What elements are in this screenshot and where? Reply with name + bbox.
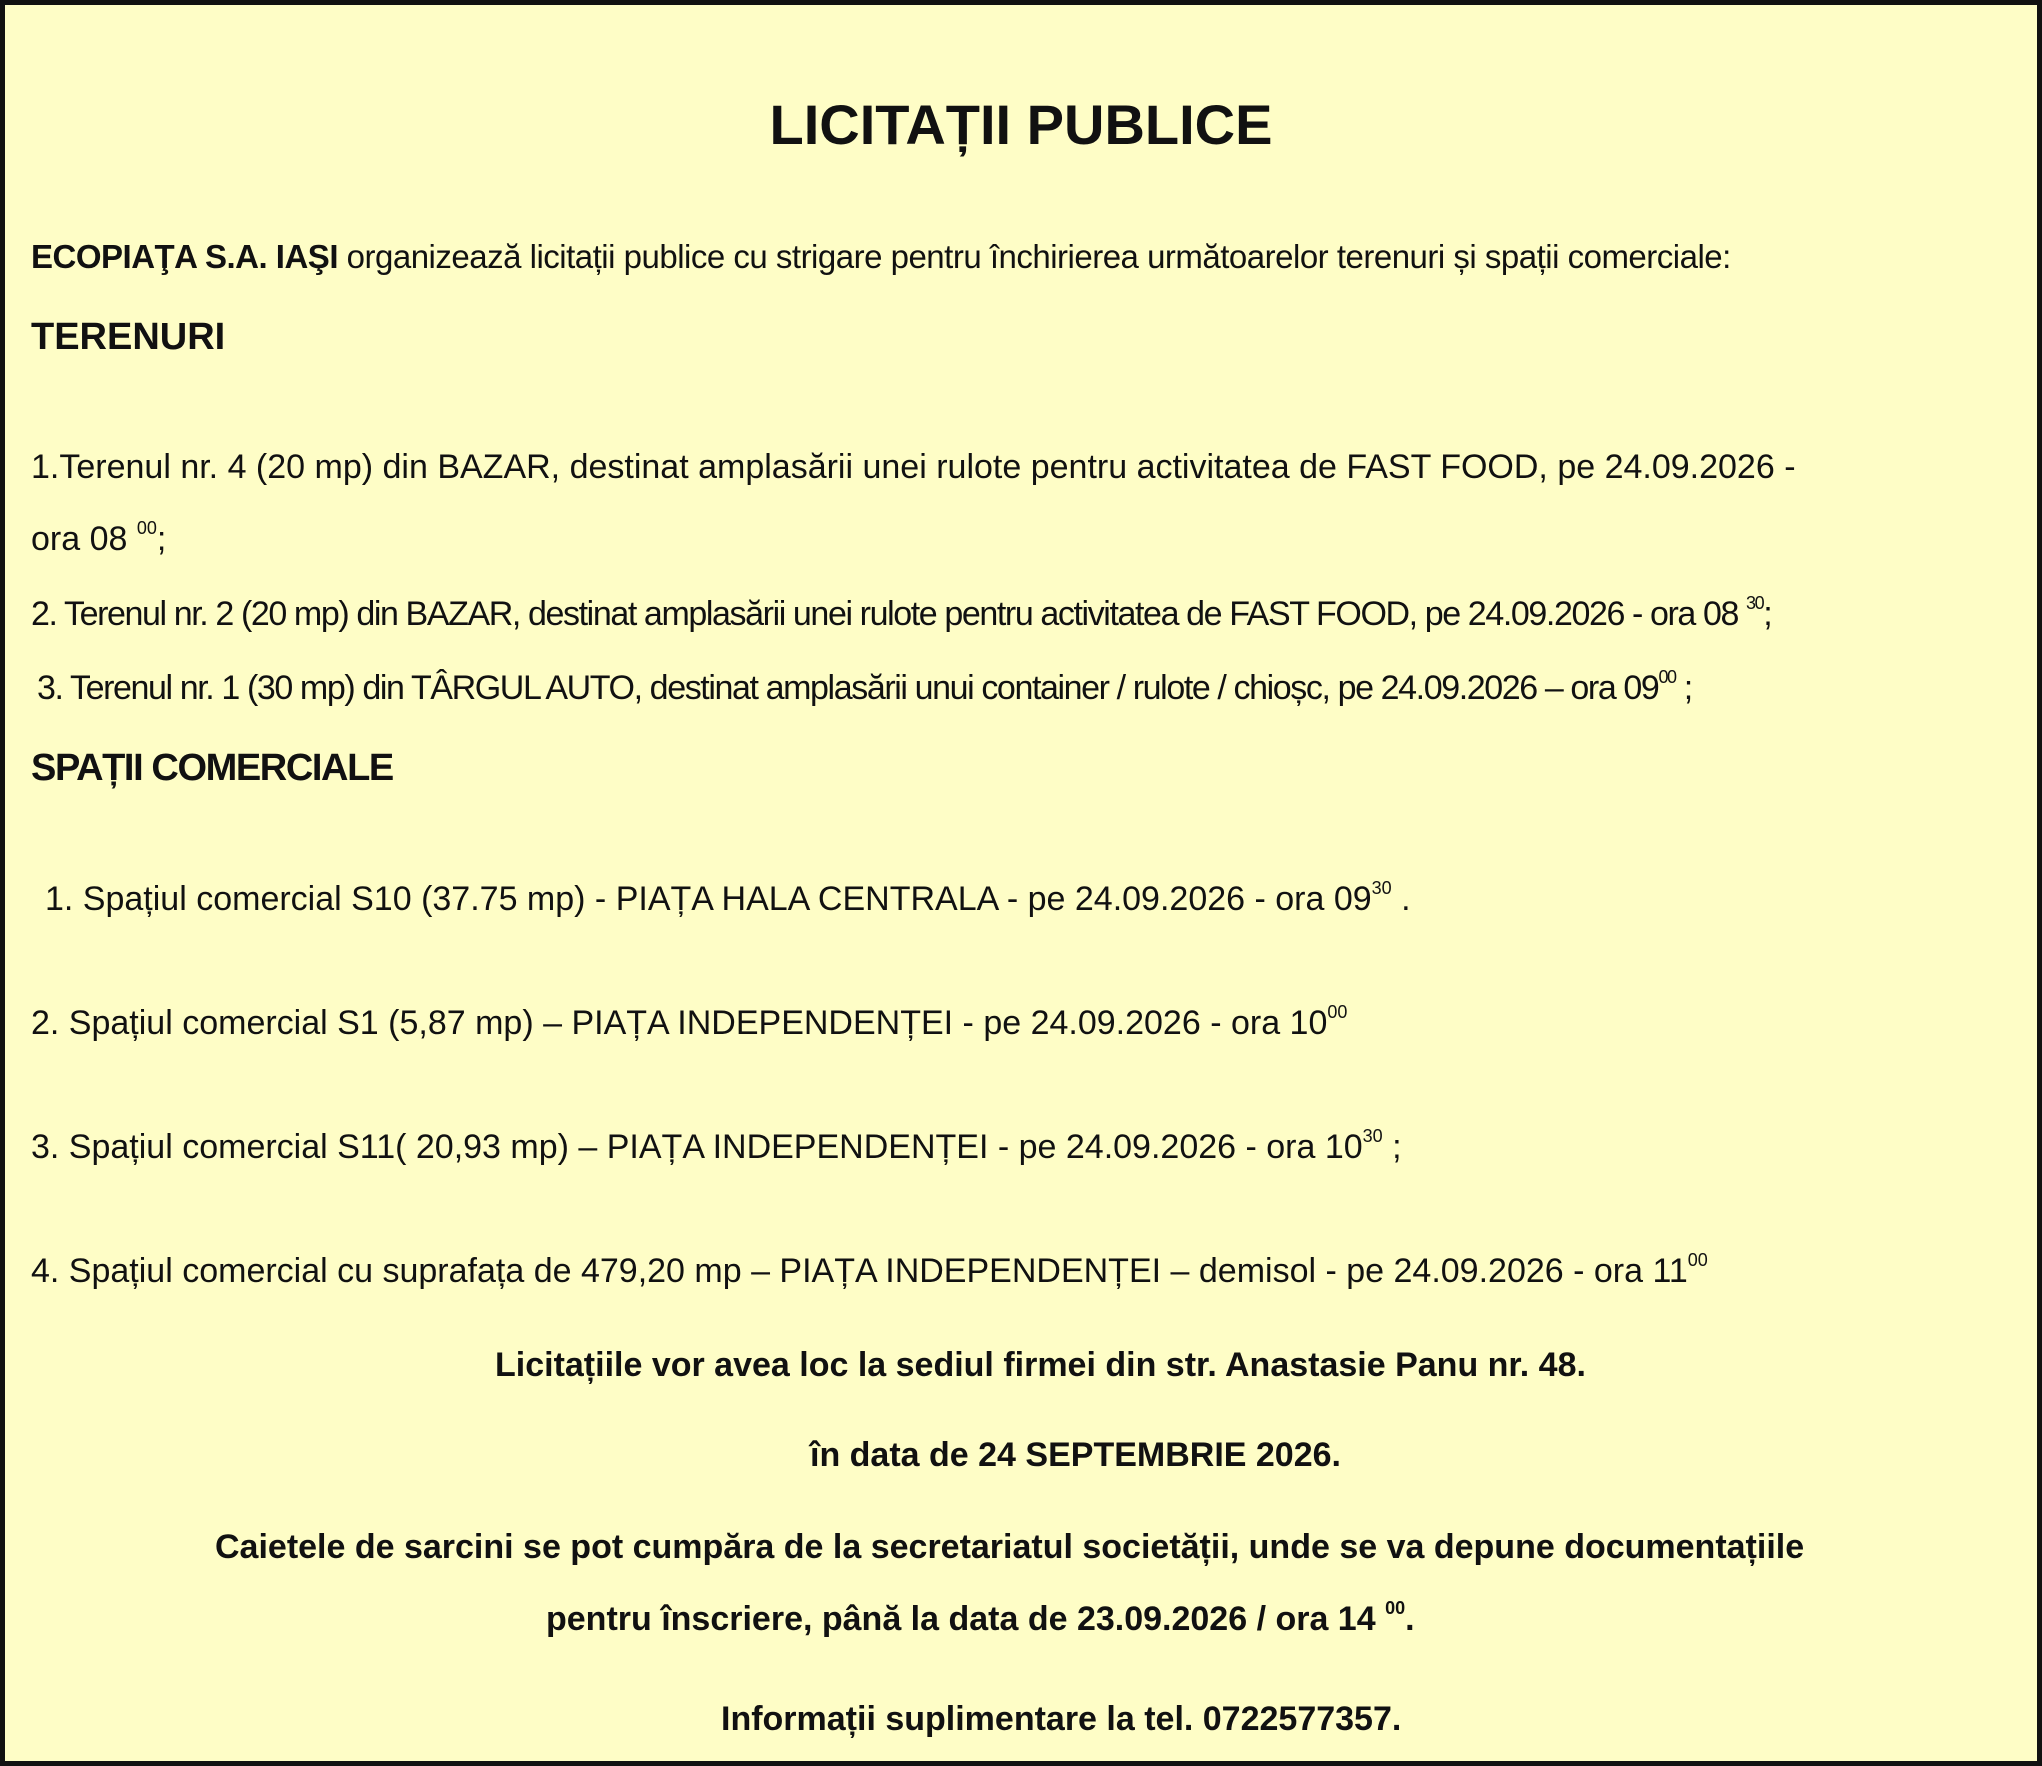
caiete-note-line1: Caietele de sarcini se pot cumpăra de la secretariatul societății, unde se va depune documentațiile bbox=[215, 1528, 1805, 1566]
teren-item-3-time-sup: 00 bbox=[1658, 667, 1676, 687]
spatiu-item-3: 3. Spațiul comercial S11( 20,93 mp) – PIAȚA INDEPENDENȚEI - pe 24.09.2026 - ora $10^{30}$ ; bbox=[31, 1126, 1402, 1166]
spatiu-item-2: 2. Spațiul comercial S1 (5,87 mp) – PIAȚA INDEPENDENȚEI - pe 24.09.2026 - ora $10^{00}$ bbox=[31, 1002, 1348, 1042]
company-name: ECOPIAŢA S.A. IAŞI bbox=[31, 238, 338, 275]
spatiu-item-1-time-sup: 30 bbox=[1371, 878, 1392, 898]
intro-text: organizează licitații publice cu strigare pentru închirierea următoarelor terenuri și spații comerciale: bbox=[337, 238, 1731, 275]
auction-date-note: în data de 24 SEPTEMBRIE 2026. bbox=[810, 1436, 1341, 1474]
terenuri-heading: TERENURI bbox=[31, 316, 226, 358]
spatiu-item-4-time-sup: 00 bbox=[1687, 1250, 1708, 1270]
spatii-heading: SPAȚII COMERCIALE bbox=[31, 747, 393, 789]
teren-item-1-time-sup: 00 bbox=[136, 518, 157, 538]
spatiu-item-3-time-sup: 30 bbox=[1362, 1126, 1383, 1146]
intro-paragraph bbox=[31, 237, 1731, 277]
spatiu-item-2-time-sup: 00 bbox=[1327, 1002, 1348, 1022]
teren-item-1-line1: 1.Terenul nr. 4 (20 mp) din BAZAR, destinat amplasării unei rulote pentru activitatea de FAST FOOD, pe 24.09.2026 - bbox=[31, 448, 1796, 486]
caiete-note-line2: pentru înscriere, până la data de 23.09.2026 / ora 14 $^{00}$. bbox=[546, 1598, 1415, 1638]
teren-item-3: 3. Terenul nr. 1 (30 mp) din TÂRGUL AUTO, destinat amplasării unui container / rulote / chioșc, pe 24.09.2026 – ora $09^{00}$ ; bbox=[37, 667, 1692, 707]
location-note: Licitațiile vor avea loc la sediul firmei din str. Anastasie Panu nr. 48. bbox=[495, 1346, 1586, 1384]
teren-item-2-time-sup: 30 bbox=[1746, 593, 1764, 613]
spatiu-item-4: 4. Spațiul comercial cu suprafața de 479,20 mp – PIAȚA INDEPENDENȚEI – demisol - pe 24.09.2026 - ora $11^{00}$ bbox=[31, 1250, 1708, 1290]
teren-item-1-line2: ora 08 $^{00}$; bbox=[31, 518, 167, 558]
page-title: LICITAȚII PUBLICE bbox=[769, 93, 1273, 156]
teren-item-2: 2. Terenul nr. 2 (20 mp) din BAZAR, destinat amplasării unei rulote pentru activitatea de FAST FOOD, pe 24.09.2026 - ora 08 $^{30}$; bbox=[31, 593, 1772, 633]
contact-info: Informații suplimentare la tel. 0722577357. bbox=[721, 1700, 1402, 1738]
spatiu-item-1: 1. Spațiul comercial S10 (37.75 mp) - PIAȚA HALA CENTRALA - pe 24.09.2026 - ora $09^{30}$ . bbox=[45, 878, 1411, 918]
caiete-time-sup: 00 bbox=[1385, 1598, 1406, 1618]
